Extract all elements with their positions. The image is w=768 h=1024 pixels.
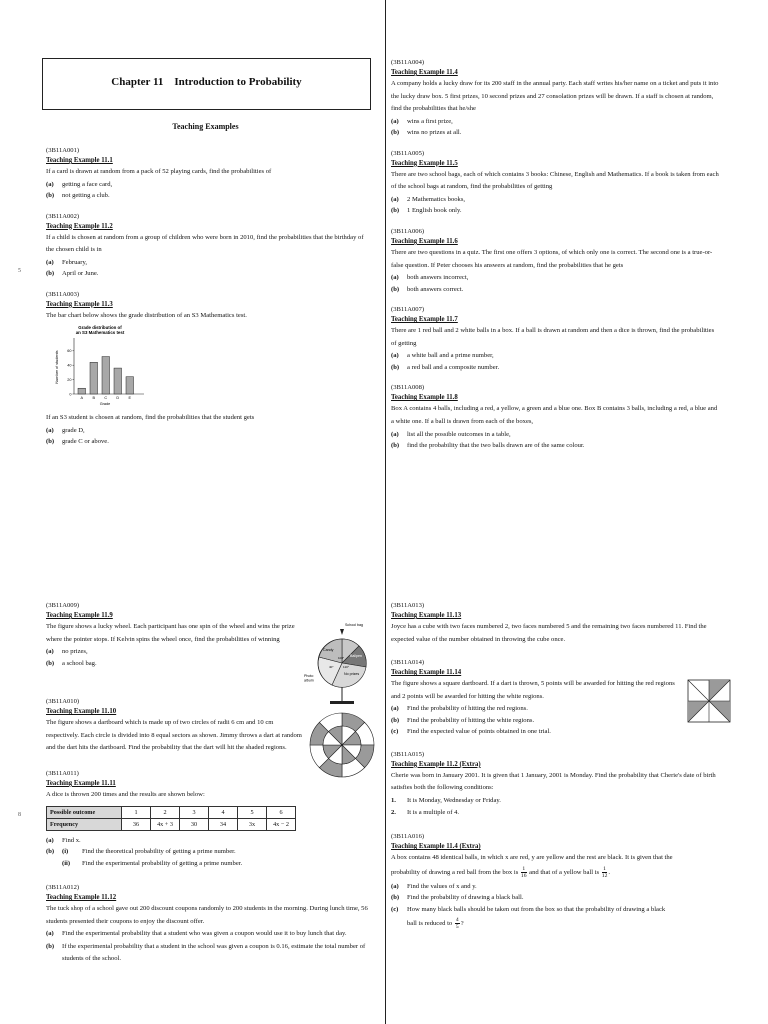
example-part: (a) Find the values of x and y.: [391, 882, 477, 890]
wheel-label-photo-album: Photo album: [304, 674, 314, 683]
example-part: (b) Find the probability of drawing a black ball.: [391, 894, 524, 902]
example-stem: If a child is chosen at random from a group of children who were born in 2010, find the probabilities that the birthday of the chosen child is in: [46, 233, 364, 254]
example-part: (a) grade D,: [46, 426, 85, 434]
example-code: (3B11A014): [391, 659, 425, 667]
wheel-angle: 110°: [343, 665, 349, 669]
example-part: (a) a white ball and a prime number,: [391, 352, 494, 360]
example-part: (a) February,: [46, 258, 88, 266]
example-code: (3B11A010): [46, 698, 80, 706]
example-stem: Cherie was born in January 2001. It is given that 1 January, 2001 is Monday. Find the probability that Cherie's date of birth satisfies both the following conditions:: [391, 771, 716, 792]
example-stem: There are two questions in a quiz. The first one offers 3 options, of which only one is correct. The second one is a true-or-false question. If Peter chooses his answers at random, find the probabilities that he gets: [391, 248, 713, 269]
circular-dartboard-figure: [308, 711, 376, 779]
chart-bar: [102, 357, 110, 394]
example-stem: There are 1 red ball and 2 white balls in a box. If a ball is drawn at random and then a dice is thrown, find the probabilities of getting: [391, 327, 715, 347]
chapter-title-box: [42, 58, 371, 110]
example-stem: Box A contains 4 balls, including a red, a yellow, a green and a blue one. Box B contains 3 balls, including a red, a blue and a white one. If a ball is drawn from each of the boxes,: [391, 405, 718, 425]
y-tick-label: 0: [69, 392, 72, 397]
wheel-label-ballpen: Ballpen: [350, 654, 362, 658]
example-title: Teaching Example 11.10: [46, 708, 117, 716]
table-cell: 4x + 3: [151, 818, 180, 830]
example-code: (3B11A016): [391, 833, 425, 841]
example-stem: If an S3 student is chosen at random, find the probabilities that the student gets: [46, 414, 255, 422]
example-part: (a) 2 Mathematics books,: [391, 195, 466, 203]
example-stem: The figure shows a lucky wheel. Each participant has one spin of the wheel and wins the prize where the pointer stops. If Kelvin spins the wheel once, find the probabilities of winning: [46, 623, 295, 643]
table-cell: 5: [238, 806, 267, 818]
example-part: 1. It is Monday, Wednesday or Friday.: [391, 797, 501, 805]
fraction: $\frac{4}{5}$: [455, 917, 459, 931]
example-title: Teaching Example 11.3: [46, 300, 113, 308]
example-title: Teaching Example 11.12: [46, 894, 117, 902]
example-part: (c) How many black balls should be taken out from the box so that the probability of drawing a black: [391, 905, 666, 913]
chart-bar: [126, 377, 134, 394]
example-stem: The tuck shop of a school gave out 200 discount coupons randomly to 200 students in the morning. During lunch time, 56 students presented their coupons to enjoy the discount offer.: [46, 905, 368, 925]
dice-frequency-table: [46, 806, 296, 831]
example-title: Teaching Example 11.9: [46, 612, 113, 619]
example-part: (b) April or June.: [46, 270, 99, 278]
example-code: (3B11A007): [391, 306, 425, 314]
right-column-bottom: [391, 601, 725, 933]
example-part: (b) wins no prizes at all.: [391, 129, 462, 137]
square-dartboard-figure: [687, 679, 731, 723]
example-part: (a) list all the possible outcomes in a table,: [391, 430, 511, 438]
chart-bar: [78, 389, 86, 395]
wheel-angle: 40°: [329, 665, 334, 669]
example-title: Teaching Example 11.2 (Extra): [391, 760, 481, 768]
example-title: Teaching Example 11.8: [391, 394, 458, 402]
table-row: [47, 818, 296, 830]
fraction: $\frac{1}{16}$: [520, 865, 527, 879]
wheel-label-candy: Candy: [323, 648, 334, 652]
example-stem: If a card is drawn at random from a pack of 52 playing cards, find the probabilities of: [46, 168, 272, 175]
x-tick-label: E: [128, 396, 132, 401]
chapter-title: Chapter 11 Introduction to Probability: [111, 76, 302, 88]
table-cell: 3x: [238, 818, 267, 830]
example-part: (b) If the experimental probability that a student in the school was given a coupon is 0.16, estimate the total number of students of the school.: [46, 942, 366, 963]
table-row: [47, 806, 296, 818]
table-cell: 4: [209, 806, 238, 818]
table-cell: 3: [180, 806, 209, 818]
example-stem: The figure shows a dartboard which is made up of two circles of radii 6 cm and 10 cm respectively. Each circle is divided into 8 equal sectors as shown. Jimmy throws a dart at random and the dart hits the dartboard. Find the probability that the dart will hit the shaded regions.: [46, 719, 302, 752]
example-code: (3B11A006): [391, 227, 425, 235]
example-part: (a) no prizes,: [46, 648, 88, 656]
example-part: (b) 1 English book only.: [391, 207, 462, 215]
margin-mark: 5: [18, 268, 21, 274]
y-tick-label: 40: [67, 363, 72, 368]
example-code: (3B11A008): [391, 384, 425, 392]
x-tick-label: A: [80, 396, 84, 401]
example-title: Teaching Example 11.1: [46, 157, 113, 164]
section-title: Teaching Examples: [172, 122, 239, 131]
example-stem: A dice is thrown 200 times and the results are shown below:: [46, 790, 205, 798]
y-tick-label: 20: [67, 378, 72, 383]
left-column-top: [46, 146, 372, 448]
example-title: Teaching Example 11.5: [391, 159, 458, 167]
left-column-bottom: [46, 601, 376, 966]
example-title: Teaching Example 11.14: [391, 669, 462, 677]
y-axis-label: Number of students: [55, 350, 59, 384]
example-stem-line: probability of drawing a red ball from the box is $\frac{1}{16}$ and that of a yellow ball is $\frac{1}{12}$ .: [391, 865, 611, 879]
example-title: Teaching Example 11.13: [391, 612, 462, 619]
chart-bar: [90, 363, 98, 395]
table-cell: 1: [122, 806, 151, 818]
example-code: (3B11A001): [46, 147, 80, 154]
example-part: (b) not getting a club.: [46, 192, 110, 200]
example-code: (3B11A005): [391, 149, 425, 157]
example-title: Teaching Example 11.2: [46, 222, 113, 230]
example-part: (b) grade C or above.: [46, 438, 109, 446]
wheel-label-school-bag: School bag: [345, 623, 363, 627]
table-cell: 30: [180, 818, 209, 830]
example-stem: There are two school bags, each of which contains 3 books: Chinese, English and Mathematics. If a book is taken from each of the school bags at random, find the probabilities of getting: [391, 170, 719, 191]
example-stem: The bar chart below shows the grade distribution of an S3 Mathematics test.: [46, 311, 247, 319]
example-part: (b) find the probability that the two balls drawn are of the same colour.: [391, 442, 585, 450]
wheel-label-no-prizes: No prizes: [344, 672, 360, 676]
column-divider: [385, 0, 386, 1024]
x-tick-label: D: [116, 396, 120, 401]
x-tick-label: B: [92, 396, 96, 401]
example-title: Teaching Example 11.4: [391, 69, 458, 76]
chart-bar: [114, 368, 122, 394]
example-part: (b) Find the probability of hitting the white regions.: [391, 716, 535, 724]
table-header: Possible outcome: [47, 806, 122, 818]
example-code: (3B11A013): [391, 602, 425, 609]
y-tick-label: 60: [67, 349, 72, 354]
example-part: (b) both answers correct.: [391, 285, 464, 293]
wheel-angle: 100°: [338, 656, 345, 660]
example-stem: Joyce has a cube with two faces numbered 2, two faces numbered 5 and the remaining two faces numbered 11. Find the expected value of the number obtained in throwing the cube once.: [391, 623, 707, 643]
table-cell: 34: [209, 818, 238, 830]
example-part: (ii) Find the experimental probability of getting a prime number.: [62, 859, 243, 867]
example-stem: A company holds a lucky draw for its 200 staff in the annual party. Each staff writes his/her name on a ticket and puts it into the lucky draw box. 5 first prizes, 10 second prizes and 27 consolation prizes will be drawn. If a staff is chosen at random, find the probabilities that he/she: [391, 80, 719, 113]
example-code: (3B11A011): [46, 769, 79, 777]
example-part: (a) Find the experimental probability that a student who was given a coupon would use it to buy lunch that day.: [46, 930, 347, 938]
example-title: Teaching Example 11.11: [46, 779, 116, 787]
example-code: (3B11A015): [391, 750, 425, 758]
example-code: (3B11A004): [391, 59, 425, 66]
table-cell: 36: [122, 818, 151, 830]
example-code: (3B11A012): [46, 884, 80, 892]
example-title: Teaching Example 11.4 (Extra): [391, 843, 481, 851]
example-part: (a) Find x.: [46, 836, 81, 844]
example-part: (b) a school bag.: [46, 659, 97, 667]
example-code: (3B11A002): [46, 212, 80, 220]
example-part: (a) both answers incorrect,: [391, 274, 469, 282]
example-part: (b) a red ball and a composite number.: [391, 363, 500, 371]
example-part: (a) getting a face card,: [46, 180, 113, 188]
margin-mark: 8: [18, 812, 21, 818]
example-code: (3B11A009): [46, 602, 80, 609]
fraction: $\frac{1}{12}$: [601, 865, 608, 879]
grade-bar-chart: [52, 324, 162, 410]
example-stem: The figure shows a square dartboard. If a dart is thrown, 5 points will be awarded for hitting the red regions and 2 points will be awarded for hitting the white regions.: [391, 680, 675, 700]
example-part: (a) wins a first prize,: [391, 117, 453, 125]
chart-title: Grade distribution of an S3 Mathematics test: [75, 325, 125, 336]
x-tick-label: C: [104, 396, 108, 401]
example-part: (b) (i) Find the theoretical probability of getting a prime number.: [46, 848, 236, 856]
example-code: (3B11A003): [46, 290, 80, 298]
example-stem: A box contains 48 identical balls, in which x are red, y are yellow and the rest are black. It is given that the: [391, 854, 673, 862]
example-title: Teaching Example 11.6: [391, 237, 458, 245]
table-cell: 2: [151, 806, 180, 818]
table-header: Frequency: [47, 818, 122, 830]
right-column-top: [391, 58, 721, 452]
example-part: (c) Find the expected value of points obtained in one trial.: [391, 728, 551, 736]
example-part: 2. It is a multiple of 4.: [391, 808, 460, 816]
table-cell: 6: [267, 806, 296, 818]
x-axis-label: Grade: [99, 402, 111, 407]
example-part-continued: ball is reduced to $\frac{4}{5}$ ?: [407, 917, 464, 931]
table-cell: 4x − 2: [267, 818, 296, 830]
example-part: (a) Find the probability of hitting the red regions.: [391, 705, 528, 713]
example-title: Teaching Example 11.7: [391, 316, 458, 324]
